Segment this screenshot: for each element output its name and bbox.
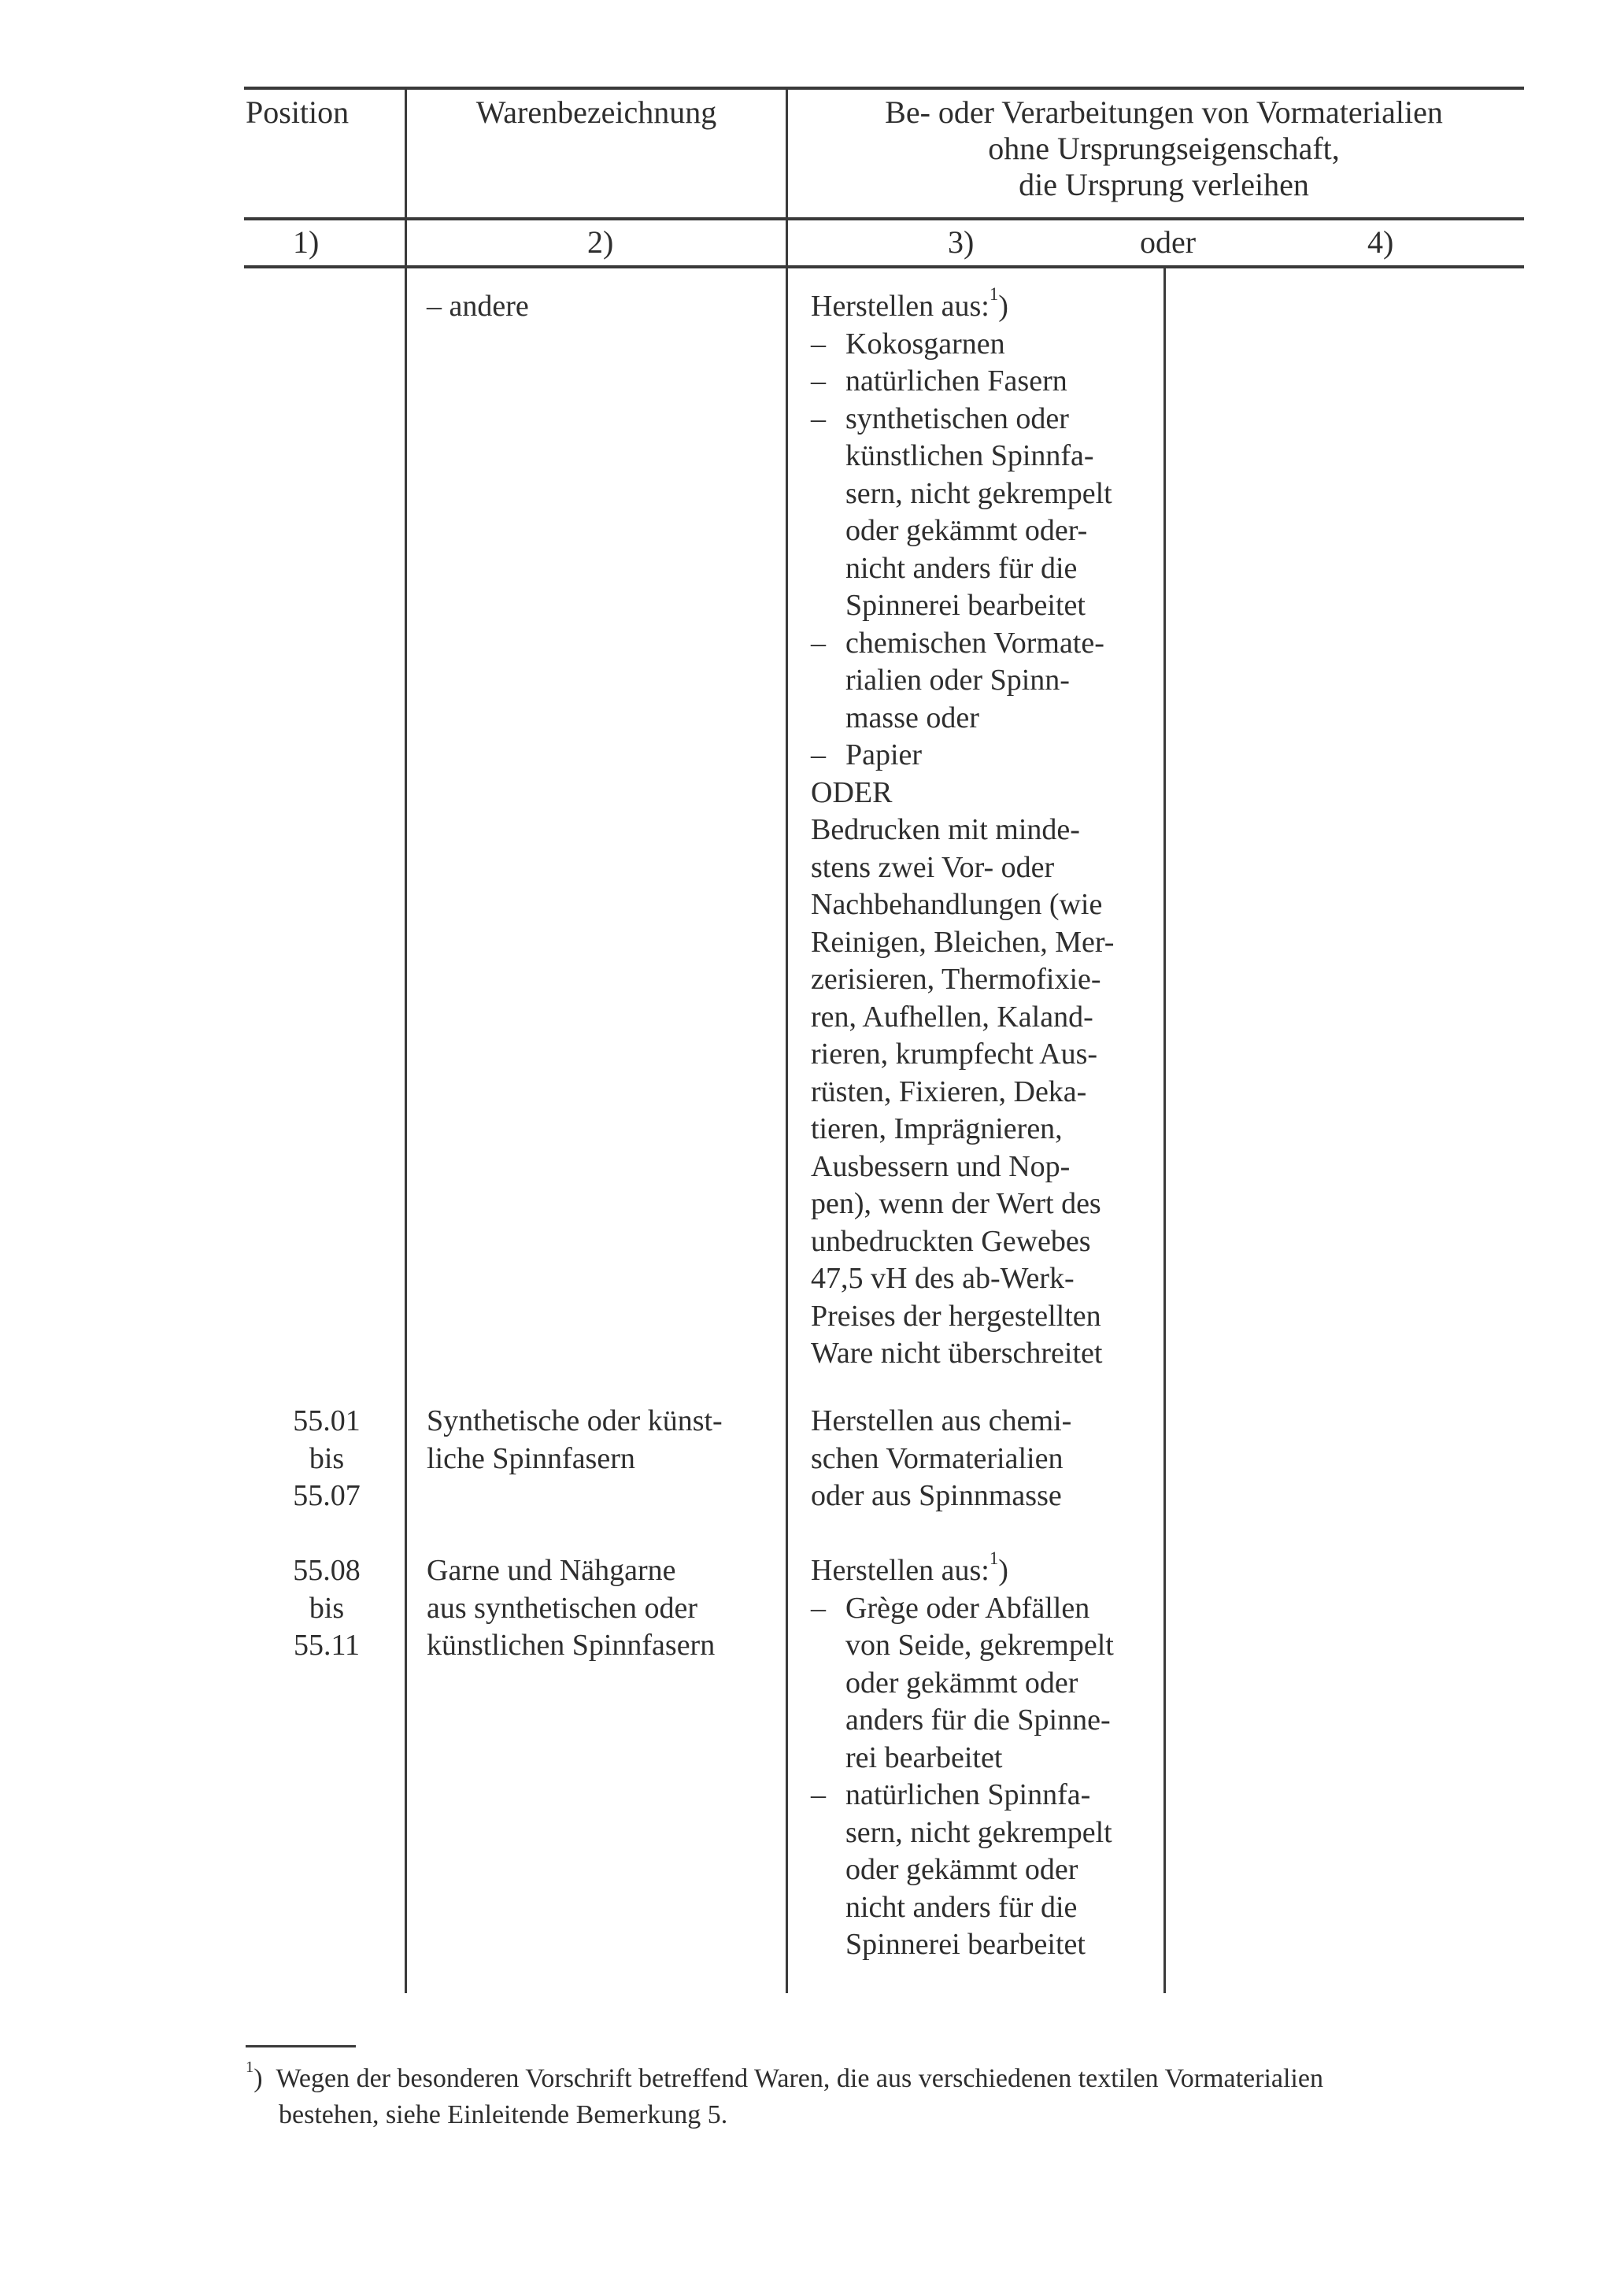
column-number-4: 4) (1367, 224, 1394, 260)
header-processing-line: Be- oder Verarbeitungen von Vormaterialien (885, 94, 1443, 130)
column-divider-1 (405, 88, 407, 1993)
footnote-rule (246, 2045, 356, 2047)
list-item-text: natürlichen Spinnfa- (845, 1778, 1091, 1811)
footnote (246, 2061, 1323, 2133)
list-item (811, 401, 1145, 625)
row-andere-processing (811, 284, 1145, 1373)
position-code: 55.07 (293, 1479, 361, 1512)
processing-intro (811, 1548, 1145, 1590)
list-item-text: sern, nicht gekrempelt (845, 476, 1112, 510)
list-item-text: rialien oder Spinn- (845, 664, 1070, 697)
footnote-ref-close: ) (998, 290, 1008, 323)
column-number-2: 2) (587, 224, 614, 260)
list-item-text: Spinnerei bearbeitet (845, 589, 1086, 622)
list-item-text: Spinnerei bearbeitet (845, 1928, 1086, 1961)
processing-line: schen Vormaterialien (811, 1441, 1064, 1475)
tail-line: rieren, krumpfecht Aus- (811, 1038, 1098, 1071)
tail-line: pen), wenn der Wert des (811, 1187, 1101, 1220)
tail-line: tieren, Imprägnieren, (811, 1112, 1063, 1145)
position-code: 55.08 (293, 1554, 361, 1587)
list-item-text: sern, nicht gekrempelt (845, 1815, 1112, 1849)
tail-line: Preises der hergestellten (811, 1299, 1101, 1333)
tail-line: Nachbehandlungen (wie (811, 888, 1103, 921)
row-5501-position (268, 1403, 386, 1515)
dash-bullet: – (811, 626, 826, 660)
header-position: Position (246, 94, 350, 130)
column-or-label: oder (1140, 224, 1197, 260)
position-range-word: bis (309, 1591, 345, 1625)
position-range-word: bis (309, 1441, 345, 1475)
list-item-text: oder gekämmt oder (845, 1853, 1078, 1886)
list-item-text: Papier (845, 738, 923, 771)
intro-text: Herstellen aus: (811, 290, 990, 323)
list-item-text: künstlichen Spinnfa- (845, 439, 1094, 472)
list-item-text: anders für die Spinne- (845, 1703, 1111, 1737)
description-line: Synthetische oder künst- (427, 1404, 723, 1437)
list-item-text: oder gekämmt oder- (845, 514, 1088, 547)
list-item (811, 625, 1145, 738)
list-item-text: nicht anders für die (845, 551, 1078, 585)
tail-line: Bedrucken mit minde- (811, 813, 1080, 846)
footnote-line (246, 2061, 1323, 2097)
list-item-text: von Seide, gekrempelt (845, 1629, 1114, 1662)
tail-line: unbedruckten Gewebes (811, 1224, 1091, 1258)
tail-line: ren, Aufhellen, Kaland- (811, 1000, 1093, 1034)
description-line: künstlichen Spinnfasern (427, 1629, 716, 1662)
column-number-rule (244, 265, 1524, 268)
row-5501-description (427, 1403, 773, 1478)
list-item-text: chemischen Vormate- (845, 626, 1104, 660)
processing-intro (811, 284, 1145, 326)
description-line: Garne und Nähgarne (427, 1554, 676, 1587)
list-item-text: nicht anders für die (845, 1890, 1078, 1924)
list-item (811, 1590, 1145, 1777)
dash-bullet: – (811, 364, 826, 398)
list-item (811, 326, 1145, 364)
or-label: ODER (811, 775, 893, 809)
dash-bullet: – (811, 738, 826, 771)
tail-line: 47,5 vH des ab-Werk- (811, 1262, 1075, 1295)
header-description: Warenbezeichnung (475, 94, 717, 130)
footnote-ref: 1 (989, 284, 999, 304)
intro-text: Herstellen aus: (811, 1554, 990, 1587)
tail-line: zerisieren, Thermofixie- (811, 963, 1101, 996)
row-andere-description: – andere (427, 290, 529, 323)
tail-line: Reinigen, Bleichen, Mer- (811, 925, 1115, 959)
list-item-text: synthetischen oder (845, 401, 1069, 435)
tail-line: Ausbessern und Nop- (811, 1149, 1071, 1183)
position-code: 55.01 (293, 1404, 361, 1437)
table-top-rule (244, 87, 1524, 90)
dash-bullet: – (811, 1591, 826, 1625)
row-5508-processing (811, 1548, 1145, 1964)
footnote-ref-close: ) (998, 1554, 1008, 1587)
dash-bullet: – (811, 327, 826, 361)
header-processing-line: ohne Ursprungseigenschaft, (988, 131, 1340, 166)
list-item-text: rei bearbeitet (845, 1740, 1003, 1774)
processing-line: Herstellen aus chemi- (811, 1404, 1072, 1437)
list-item (811, 1777, 1145, 1964)
header-bottom-rule (244, 217, 1524, 220)
header-processing (788, 94, 1524, 203)
tail-line: stens zwei Vor- oder (811, 850, 1055, 884)
footnote-text: Wegen der besonderen Vorschrift betreffend Waren, die aus verschiedenen textilen Vormaterialien (276, 2064, 1323, 2093)
footnote-line: bestehen, siehe Einleitende Bemerkung 5. (279, 2100, 728, 2129)
description-line: aus synthetischen oder (427, 1591, 698, 1625)
position-code: 55.11 (293, 1629, 361, 1662)
list-item-text: natürlichen Fasern (845, 364, 1067, 398)
column-divider-3 (1163, 267, 1166, 1993)
tail-line: rüsten, Fixieren, Deka- (811, 1075, 1087, 1108)
tail-line: Ware nicht überschreitet (811, 1337, 1103, 1370)
footnote-marker: 1 (246, 2059, 254, 2076)
row-5508-position (268, 1552, 386, 1665)
dash-bullet: – (811, 401, 826, 435)
row-5501-processing (811, 1403, 1145, 1515)
processing-line: oder aus Spinnmasse (811, 1479, 1062, 1512)
list-item-text: masse oder (845, 701, 979, 734)
dash-bullet: – (811, 1778, 826, 1811)
footnote-ref: 1 (989, 1548, 999, 1568)
footnote-marker-close: ) (253, 2064, 263, 2093)
list-item (811, 737, 1145, 775)
list-item-text: Grège oder Abfällen (845, 1591, 1090, 1625)
column-divider-2 (786, 88, 788, 1993)
list-item-text: oder gekämmt oder (845, 1666, 1078, 1700)
list-item-text: Kokosgarnen (845, 327, 1005, 361)
list-item (811, 363, 1145, 401)
row-5508-description (427, 1552, 773, 1665)
column-number-3: 3) (948, 224, 975, 260)
header-processing-line: die Ursprung verleihen (1019, 167, 1309, 202)
column-number-1: 1) (293, 224, 320, 260)
description-line: liche Spinnfasern (427, 1441, 635, 1475)
